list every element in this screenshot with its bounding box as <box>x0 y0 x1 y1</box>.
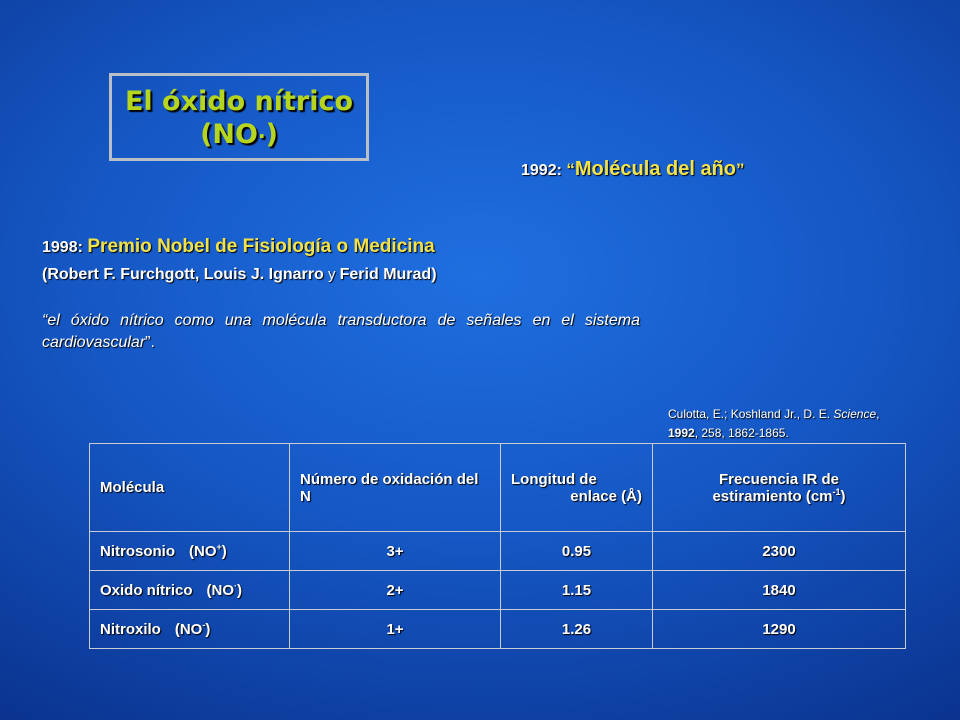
nobel-year: 1998: <box>42 239 83 256</box>
molecule-charge: + <box>216 541 222 552</box>
laureates-first: (Robert F. Furchgott, Louis J. Ignarro <box>42 266 324 283</box>
title-box <box>109 73 369 161</box>
molecule-formula-close: ) <box>237 581 243 599</box>
header-ir-frequency-line-2 <box>663 488 895 505</box>
row-ir-frequency: 2300 <box>653 532 906 571</box>
molecule-charge: - <box>202 619 206 630</box>
close-quote: ” <box>736 160 745 179</box>
title-line-1: El óxido nítrico <box>124 86 354 117</box>
open-quote: “ <box>566 160 575 179</box>
molecule-formula-close: ) <box>221 542 227 560</box>
quote <box>42 310 640 354</box>
title-line-2 <box>112 118 366 153</box>
title-formula-open: (NO <box>200 119 258 150</box>
row-ir-frequency: 1840 <box>653 571 906 610</box>
molecule-headline: Molécula del año <box>574 158 737 180</box>
header-ir-frequency-line-1: Frecuencia IR de <box>718 470 840 488</box>
no-properties-table <box>89 443 906 649</box>
row-oxidation: 2+ <box>290 571 501 610</box>
molecule-name: Oxido nítrico <box>100 581 193 599</box>
nobel-headline: Premio Nobel de Fisiología o Medicina <box>87 236 435 257</box>
laureates <box>42 266 437 284</box>
molecule-of-year <box>521 158 745 181</box>
table-row <box>90 610 906 649</box>
citation-authors: Culotta, E.; Koshland Jr., D. E. <box>668 407 834 421</box>
citation-year: 1992 <box>668 426 695 440</box>
laureates-last: Ferid Murad) <box>339 266 437 283</box>
table-row <box>90 571 906 610</box>
molecule-name: Nitrosonio <box>100 542 175 560</box>
molecule-formula: (NO <box>206 581 235 599</box>
quote-ending: ”. <box>145 334 155 351</box>
header-molecule: Molécula <box>90 444 290 532</box>
row-oxidation: 1+ <box>290 610 501 649</box>
header-ir-unit-exponent: -1 <box>832 486 841 497</box>
table-header-row <box>90 444 906 532</box>
citation-comma: , <box>876 407 880 421</box>
header-ir-unit: estiramiento (cm <box>712 487 833 505</box>
citation <box>668 405 879 443</box>
header-ir-unit-close: ) <box>840 487 846 505</box>
header-bond-length <box>501 444 653 532</box>
header-bond-length-line-2: enlace (Å) <box>570 487 642 505</box>
row-molecule <box>90 610 290 649</box>
header-bond-length-line-1: Longitud de <box>511 470 597 488</box>
nobel-line <box>42 236 435 258</box>
title-radical-dot: · <box>257 124 266 148</box>
laureates-and: y <box>323 266 340 283</box>
row-bond-length: 0.95 <box>501 532 653 571</box>
molecule-name: Nitroxilo <box>100 620 161 638</box>
row-bond-length: 1.26 <box>501 610 653 649</box>
header-ir-frequency <box>653 444 906 532</box>
molecule-year: 1992: <box>521 162 562 179</box>
molecule-formula: (NO <box>189 542 217 560</box>
row-bond-length: 1.15 <box>501 571 653 610</box>
row-oxidation: 3+ <box>290 532 501 571</box>
citation-journal: Science <box>833 407 877 421</box>
row-molecule <box>90 532 290 571</box>
row-molecule <box>90 571 290 610</box>
header-oxidation: Número de oxidación del N <box>290 444 501 532</box>
table-row <box>90 532 906 571</box>
quote-text: “el óxido nítrico como una molécula transductora de señales en el sistema cardiovascular <box>42 312 640 351</box>
molecule-charge: · <box>234 580 238 591</box>
molecule-formula-close: ) <box>205 620 211 638</box>
citation-details: , 258, 1862-1865. <box>694 426 789 440</box>
title-formula-close: ) <box>265 119 278 150</box>
molecule-formula: (NO <box>174 620 203 638</box>
row-ir-frequency: 1290 <box>653 610 906 649</box>
